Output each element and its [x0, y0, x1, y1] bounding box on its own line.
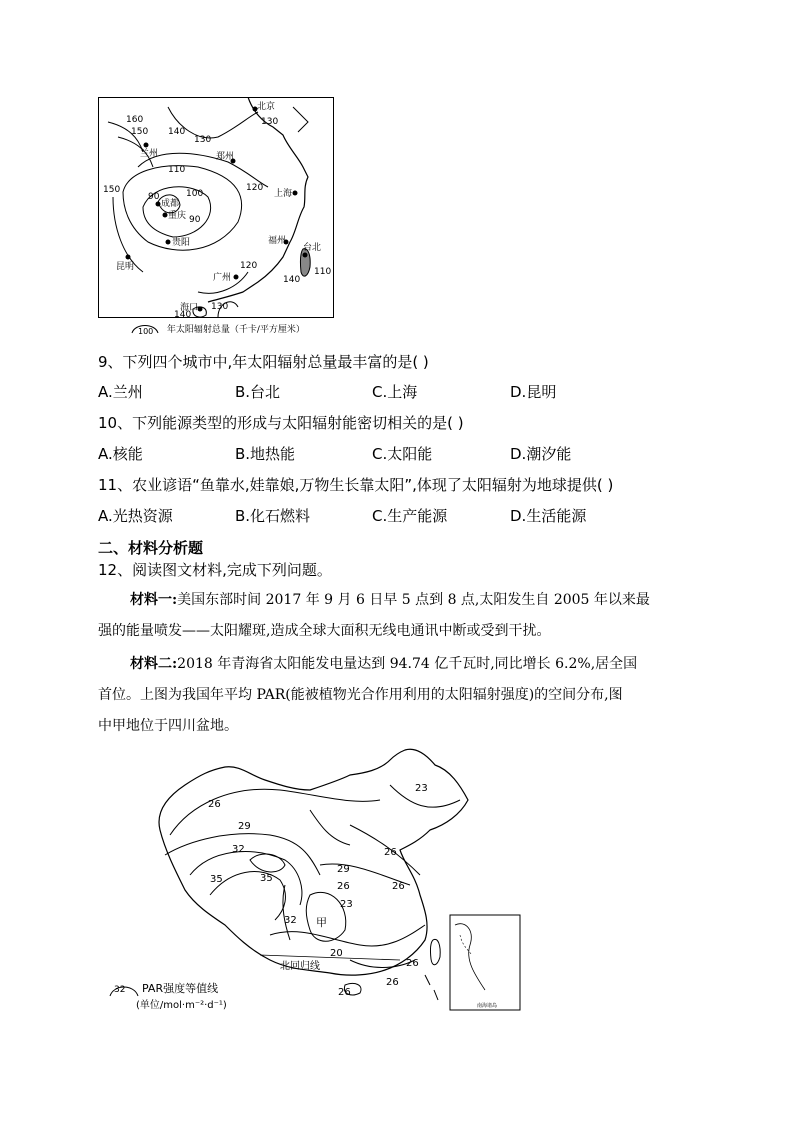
contour-label: 26 — [337, 881, 350, 892]
contour-label: 26 — [208, 799, 221, 810]
contour-label: 32 — [232, 844, 245, 855]
material-2-label: 材料二: — [130, 656, 178, 672]
contour-label: 20 — [330, 948, 343, 959]
contour-label: 110 — [314, 267, 332, 277]
option-d[interactable]: D.生活能源 — [510, 507, 587, 525]
material-2-line-2: 首位。上图为我国年平均 PAR(能被植物光合作用利用的太阳辐射强度)的空间分布,图 — [98, 687, 623, 703]
contour-label: 130 — [194, 135, 212, 145]
city-label: 台北 — [303, 243, 322, 253]
contour-label: 26 — [384, 847, 397, 858]
city-label: 成都 — [161, 199, 180, 209]
city-label: 贵阳 — [172, 238, 191, 248]
map-legend — [130, 321, 305, 337]
material-2-line-1: 材料二:2018 年青海省太阳能发电量达到 94.74 亿千瓦时,同比增长 6.2%,居全国 — [130, 656, 638, 672]
option-d[interactable]: D.潮汐能 — [510, 445, 572, 463]
city-label: 福州 — [268, 236, 287, 246]
city-label: 昆明 — [116, 262, 135, 272]
contour-label: 29 — [337, 864, 350, 875]
tropic-label: 北回归线 — [280, 961, 320, 972]
legend-unit: (单位/mol·m⁻²·d⁻¹) — [136, 1000, 227, 1011]
contour-label: 140 — [283, 275, 301, 285]
contour-label: 130 — [211, 302, 229, 312]
option-c[interactable]: C.太阳能 — [372, 445, 433, 463]
legend-text: 年太阳辐射总量（千卡/平方厘米） — [166, 324, 305, 335]
option-b[interactable]: B.化石燃料 — [235, 507, 311, 525]
material-2-line-3: 中甲地位于四川盆地。 — [98, 718, 238, 734]
city-label: 兰州 — [140, 149, 159, 159]
material-1-line-2: 强的能量喷发——太阳耀斑,造成全球大面积无线电通讯中断或受到干扰。 — [98, 623, 551, 639]
material-1-label: 材料一: — [130, 592, 178, 608]
question-10-stem: 10、下列能源类型的形成与太阳辐射能密切相关的是( ) — [98, 414, 464, 432]
question-9-stem: 9、下列四个城市中,年太阳辐射总量最丰富的是( ) — [98, 353, 429, 371]
contour-label: 26 — [386, 977, 399, 988]
contour-label: 32 — [284, 915, 297, 926]
question-12-stem: 12、阅读图文材料,完成下列问题。 — [98, 561, 332, 579]
contour-label: 90 — [148, 192, 160, 202]
city-label: 北京 — [257, 102, 276, 112]
option-b[interactable]: B.台北 — [235, 383, 281, 401]
inset-label: 南海诸岛 — [477, 1003, 498, 1009]
city-label: 重庆 — [168, 211, 187, 221]
contour-label: 90 — [189, 215, 201, 225]
contour-label: 35 — [210, 874, 223, 885]
contour-label: 35 — [260, 873, 273, 884]
city-label: 海口 — [180, 303, 199, 313]
city-label: 上海 — [274, 189, 293, 199]
contour-label: 100 — [186, 189, 204, 199]
option-c[interactable]: C.上海 — [372, 383, 418, 401]
legend-title: PAR强度等值线 — [142, 982, 219, 995]
contour-label: 160 — [126, 115, 144, 125]
option-b[interactable]: B.地热能 — [235, 445, 296, 463]
location-jia-label: 甲 — [316, 916, 327, 929]
contour-label: 130 — [261, 117, 279, 127]
option-c[interactable]: C.生产能源 — [372, 507, 448, 525]
material-1-line-1: 材料一:美国东部时间 2017 年 9 月 6 日早 5 点到 8 点,太阳发生自 2005 年以来最 — [130, 592, 650, 608]
legend-value: 32 — [114, 985, 126, 995]
contour-label: 150 — [103, 185, 121, 195]
contour-label: 26 — [392, 881, 405, 892]
contour-label: 29 — [238, 821, 251, 832]
legend-value: 100 — [138, 327, 154, 336]
contour-label: 120 — [246, 183, 264, 193]
contour-label: 110 — [168, 165, 186, 175]
contour-label: 150 — [131, 127, 149, 137]
contour-label: 26 — [338, 987, 351, 998]
question-11-stem: 11、农业谚语“鱼靠水,娃靠娘,万物生长靠太阳”,体现了太阳辐射为地球提供( ) — [98, 476, 614, 494]
map-legend — [108, 980, 308, 1012]
contour-label: 140 — [168, 127, 186, 137]
section-heading: 二、材料分析题 — [98, 539, 204, 557]
contour-label: 26 — [406, 958, 419, 969]
option-d[interactable]: D.昆明 — [510, 383, 557, 401]
option-a[interactable]: A.光热资源 — [98, 507, 173, 525]
contour-label: 140 — [174, 310, 192, 320]
contour-label: 120 — [240, 261, 258, 271]
contour-label: 23 — [340, 899, 353, 910]
city-label: 广州 — [213, 273, 232, 283]
option-a[interactable]: A.核能 — [98, 445, 143, 463]
option-a[interactable]: A.兰州 — [98, 383, 143, 401]
contour-label: 23 — [415, 783, 428, 794]
city-label: 郑州 — [216, 152, 235, 162]
